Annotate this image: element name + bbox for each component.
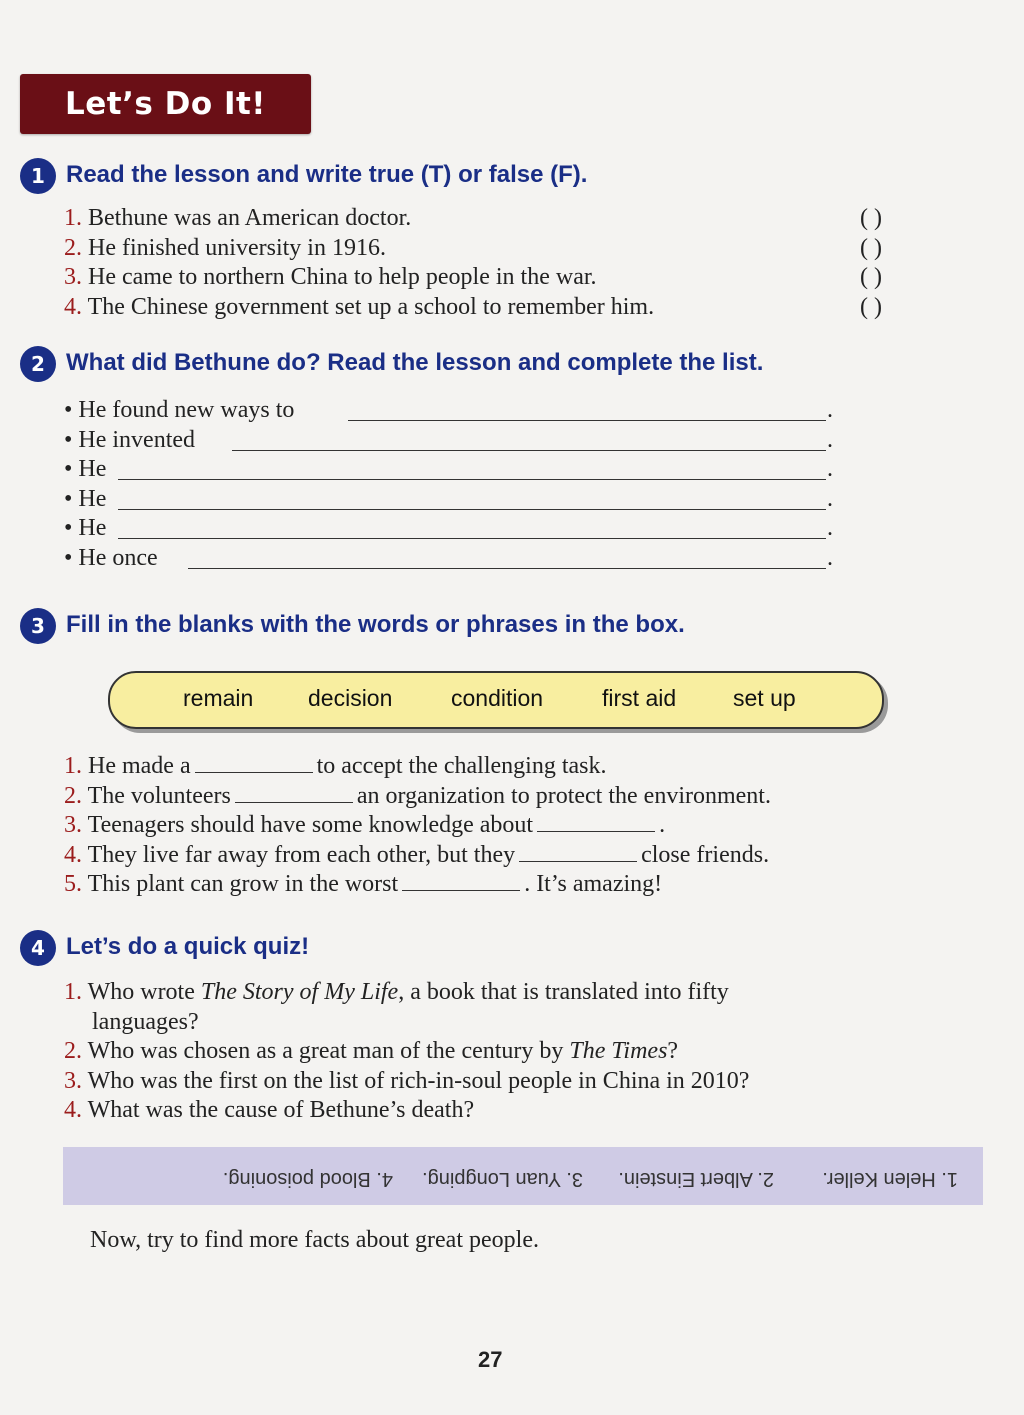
blank-input[interactable] bbox=[402, 870, 520, 891]
answer-line[interactable] bbox=[232, 450, 826, 451]
list-item: 5. This plant can grow in the worst . It’s amazing! bbox=[64, 871, 663, 897]
list-item: • He once . bbox=[64, 544, 833, 571]
answer-line[interactable] bbox=[348, 420, 826, 421]
section-title: Fill in the blanks with the words or phrases in the box. bbox=[66, 611, 685, 638]
list-item: • He . bbox=[64, 515, 833, 541]
word-option: decision bbox=[308, 685, 393, 711]
blank-input[interactable] bbox=[235, 782, 353, 803]
section-banner bbox=[20, 74, 311, 134]
section-number-badge: 2 bbox=[20, 346, 56, 382]
word-option: remain bbox=[183, 685, 254, 711]
quiz-list bbox=[64, 978, 749, 1126]
bethune-list bbox=[64, 396, 833, 573]
section-number-badge: 4 bbox=[20, 930, 56, 966]
section-title: What did Bethune do? Read the lesson and complete the list. bbox=[66, 349, 764, 376]
answer-parentheses[interactable]: ( ) bbox=[860, 293, 882, 320]
answer-parentheses[interactable]: ( ) bbox=[860, 234, 882, 261]
section-number-badge: 1 bbox=[20, 158, 56, 194]
answer-parentheses[interactable]: ( ) bbox=[860, 264, 882, 290]
true-false-list bbox=[64, 204, 882, 322]
list-item: • He . bbox=[64, 456, 833, 482]
fill-blank-list bbox=[64, 752, 771, 900]
list-item: 3. He came to northern China to help people in the war. ( ) bbox=[64, 263, 654, 293]
blank-input[interactable] bbox=[519, 841, 637, 862]
word-box bbox=[108, 671, 884, 729]
list-item: • He invented . bbox=[64, 426, 833, 453]
answer-parentheses[interactable]: ( ) bbox=[860, 205, 882, 231]
list-item: 3. Teenagers should have some knowledge about . bbox=[64, 812, 666, 838]
answer-line[interactable] bbox=[118, 538, 826, 539]
list-item: 3. Who was the first on the list of rich-in-soul people in China in 2010? bbox=[64, 1067, 750, 1094]
answer-text: 4. Blood poisoning. bbox=[222, 1168, 393, 1190]
list-item: • He . bbox=[64, 485, 833, 512]
blank-input[interactable] bbox=[537, 811, 655, 832]
answer-text: 3. Yuan Longping. bbox=[422, 1168, 583, 1190]
list-item: 2. Who was chosen as a great man of the century by The Times? bbox=[64, 1038, 679, 1064]
answer-line[interactable] bbox=[118, 509, 826, 510]
answer-line[interactable] bbox=[118, 479, 826, 480]
list-item: 1. Bethune was an American doctor. ( ) bbox=[64, 204, 654, 234]
list-item: 4. They live far away from each other, but they close friends. bbox=[64, 841, 770, 868]
blank-input[interactable] bbox=[195, 752, 313, 773]
list-item: 4. The Chinese government set up a school to remember him. ( ) bbox=[64, 293, 654, 323]
section-number-badge: 3 bbox=[20, 608, 56, 644]
list-item: 4. What was the cause of Bethune’s death? bbox=[64, 1097, 475, 1123]
answer-line[interactable] bbox=[188, 568, 826, 569]
section-title: Read the lesson and write true (T) or false (F). bbox=[66, 161, 588, 188]
section-title: Let’s do a quick quiz! bbox=[66, 933, 310, 960]
list-item: 1. Who wrote The Story of My Life, a book that is translated into fifty bbox=[64, 979, 729, 1005]
word-option: first aid bbox=[602, 685, 677, 711]
list-item: languages? bbox=[92, 1008, 199, 1035]
list-item: 2. The volunteers an organization to protect the environment. bbox=[64, 782, 771, 809]
word-option: set up bbox=[733, 685, 796, 711]
upside-down-answers bbox=[63, 1147, 983, 1205]
footer-note: Now, try to find more facts about great people. bbox=[90, 1227, 539, 1253]
list-item: • He found new ways to . bbox=[64, 397, 833, 423]
page-number: 27 bbox=[478, 1347, 503, 1372]
word-option: condition bbox=[451, 685, 544, 711]
answer-text: 2. Albert Einstein. bbox=[618, 1168, 774, 1190]
list-item: 2. He finished university in 1916. ( ) bbox=[64, 234, 654, 264]
banner-title: Let’s Do It! bbox=[65, 86, 266, 122]
list-item: 1. He made a to accept the challenging task. bbox=[64, 753, 607, 779]
answer-text: 1. Helen Keller. bbox=[822, 1168, 958, 1190]
